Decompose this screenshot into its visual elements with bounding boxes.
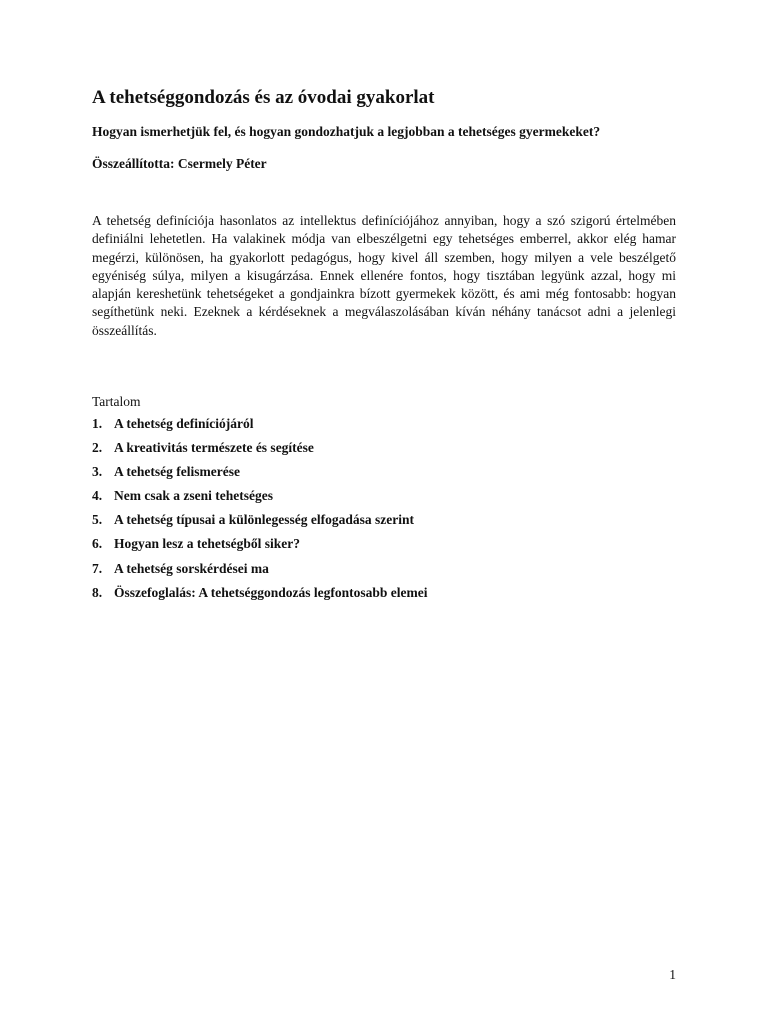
compiled-by: Összeállította: Csermely Péter [92, 156, 267, 171]
toc-item-number: 3. [92, 464, 103, 480]
toc-item-number: 2. [92, 440, 103, 456]
toc-item-number: 5. [92, 512, 103, 528]
toc-item-number: 6. [92, 536, 103, 552]
toc-item [92, 439, 427, 463]
toc-item [92, 511, 427, 535]
toc-item-label: Nem csak a zseni tehetséges [114, 488, 273, 504]
toc-item-label: A tehetség típusai a különlegesség elfogadása szerint [114, 512, 414, 528]
toc-item-label: A tehetség definíciójáról [114, 416, 254, 431]
toc-item [92, 535, 427, 559]
toc-item [92, 584, 427, 608]
toc-item [92, 487, 427, 511]
toc-item-number: 7. [92, 560, 103, 576]
intro-paragraph: A tehetség definíciója hasonlatos az intellektus definíciójához annyiban, hogy a szó szigorú értelmében definiálni lehetetlen. Ha valakinek módja van elbeszélgetni egy tehetséges emberrel, akkor elég hamar megérzi, különösen, ha gyakorlott pedagógus, hogy kivel áll szemben, hogy milyen a vele beszélgető egyéniség súlya, milyen a kisugárzása. Ennek ellenére fontos, hogy tisztában legyünk azzal, hogy mi alapján kereshetünk tehetségeket a gondjainkra bízott gyermekek között, és ami még fontosabb: hogyan segíthetünk neki. Ezeknek a kérdéseknek a megválaszolásában kíván néhány tanácsot adni a jelenlegi összeállítás. [92, 213, 676, 338]
toc-item [92, 415, 427, 439]
document-title: A tehetséggondozás és az óvodai gyakorlat [92, 87, 435, 108]
toc-heading: Tartalom [92, 394, 141, 409]
toc-item-label: A tehetség felismerése [114, 464, 240, 480]
toc-item-label: Összefoglalás: A tehetséggondozás legfontosabb elemei [114, 584, 428, 600]
toc-item-label: Hogyan lesz a tehetségből siker? [114, 536, 300, 552]
toc-item-label: A tehetség sorskérdései ma [114, 560, 269, 576]
page-number: 1 [669, 967, 676, 982]
toc-item-label: A kreativitás természete és segítése [114, 440, 314, 456]
toc-item-number: 4. [92, 488, 103, 504]
toc-item [92, 560, 427, 584]
document-subtitle: Hogyan ismerhetjük fel, és hogyan gondozhatjuk a legjobban a tehetséges gyermekeket? [92, 124, 601, 139]
table-of-contents [92, 415, 427, 608]
toc-item-number: 8. [92, 584, 103, 600]
toc-item [92, 463, 427, 487]
toc-item-number: 1. [92, 416, 103, 431]
